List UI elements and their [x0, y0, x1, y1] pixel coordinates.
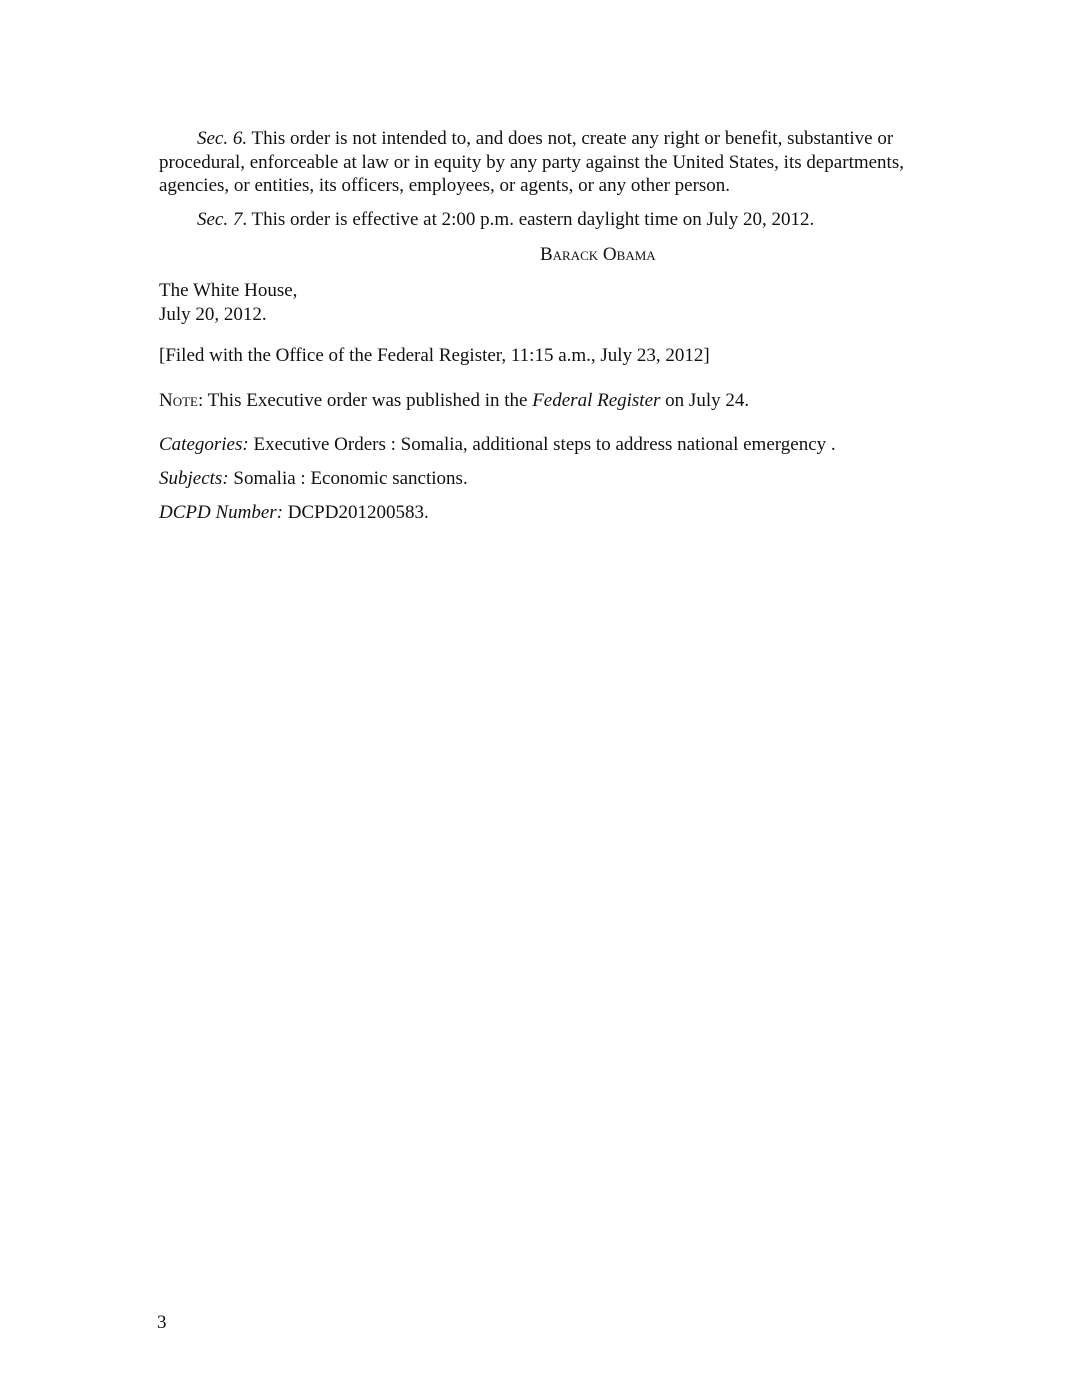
note-publication-title: Federal Register — [532, 390, 661, 411]
note-label: Note — [159, 390, 198, 411]
section-6-label: Sec. 6. — [197, 128, 248, 149]
publication-note — [159, 389, 929, 413]
page-number: 3 — [157, 1312, 167, 1333]
subjects-label: Subjects: — [159, 468, 229, 489]
categories-label: Categories: — [159, 434, 249, 455]
subjects-value: Somalia : Economic sanctions. — [228, 468, 468, 489]
categories-line — [159, 433, 929, 457]
subjects-line — [159, 467, 929, 491]
section-7-body: . This order is effective at 2:00 p.m. eastern daylight time on July 20, 2012. — [242, 209, 815, 230]
signing-place-date — [159, 279, 929, 326]
dcpd-value: DCPD201200583. — [283, 502, 429, 523]
dcpd-label: DCPD Number: — [159, 502, 284, 523]
categories-value: Executive Orders : Somalia, additional steps to address national emergency . — [248, 434, 836, 455]
note-text-end: on July 24. — [660, 390, 750, 411]
section-7-paragraph — [159, 208, 929, 232]
section-6-body: This order is not intended to, and does not, create any right or benefit, substantive or procedural, enforceable at law or in equity by any party against the United States, its departments, agencies, or entities, its officers, employees, or agents, or any other person. — [159, 128, 904, 196]
dcpd-number-line — [159, 501, 929, 525]
note-text-start: : This Executive order was published in the — [198, 390, 533, 411]
filing-notice: [Filed with the Office of the Federal Register, 11:15 a.m., July 23, 2012] — [159, 345, 710, 366]
section-7-label: Sec. 7 — [197, 209, 243, 230]
section-6-paragraph — [159, 127, 929, 198]
president-signature: Barack Obama — [540, 244, 656, 265]
signing-date: July 20, 2012. — [159, 303, 267, 325]
signing-place: The White House, — [159, 280, 298, 301]
